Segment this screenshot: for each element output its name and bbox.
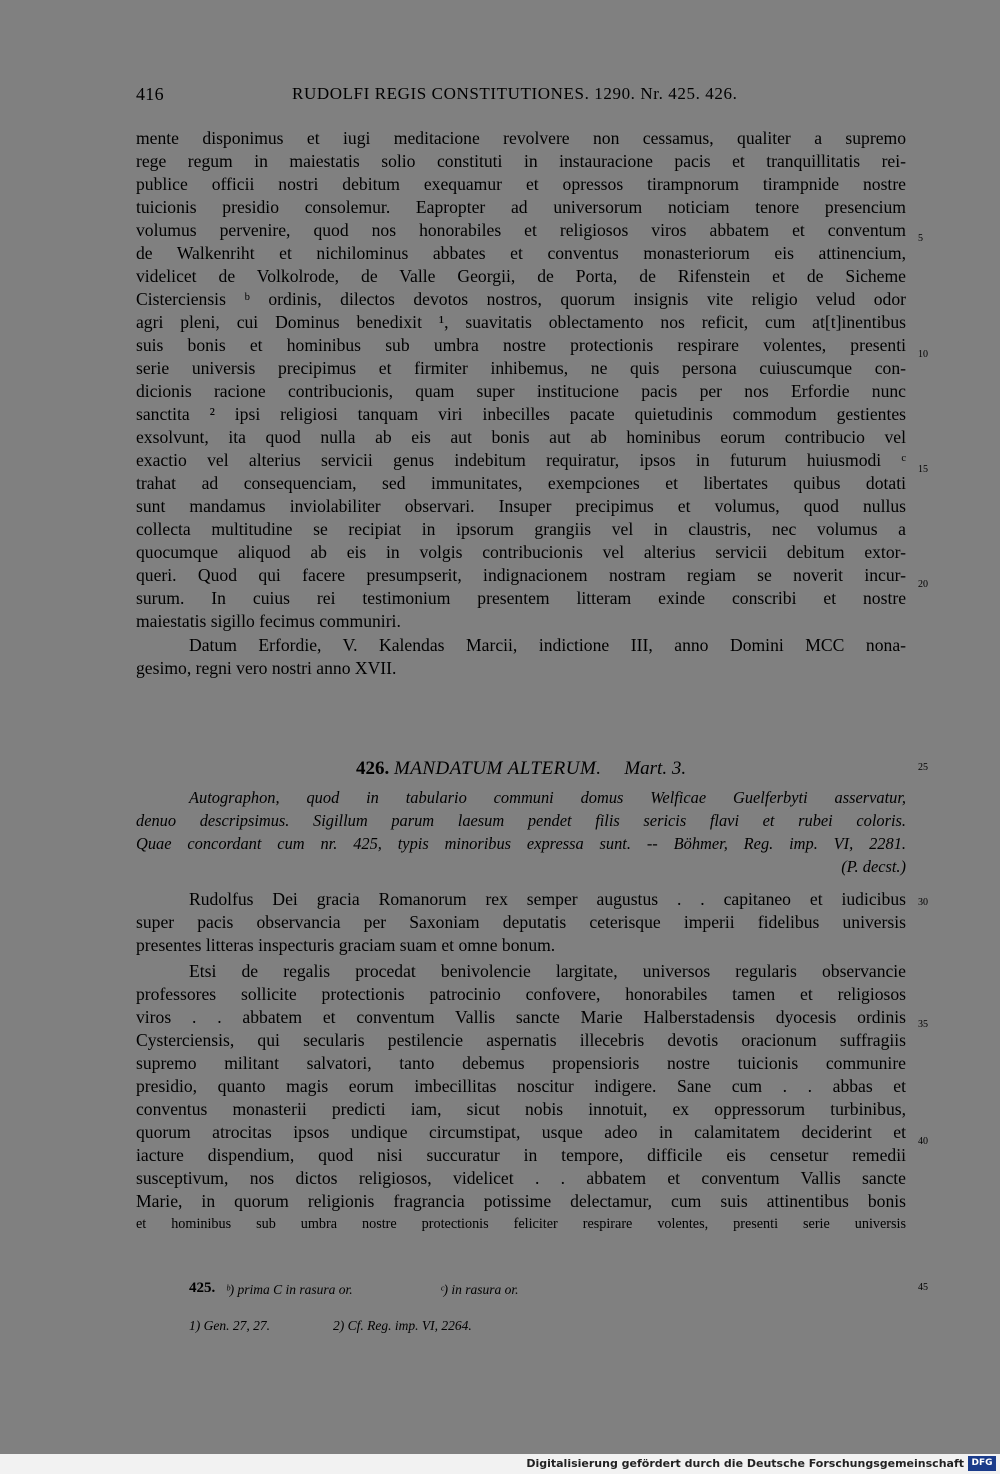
source-line: Autographon, quod in tabulario communi domus Welficae Guelferbyti asservatur, [189,788,906,807]
variant-note-b: ᵇ) prima C in rasura or. [226,1282,353,1297]
page-number: 416 [136,84,164,104]
text-line: sanctita ² ipsi religiosi tanquam viri inbecilles pacate quietudinis commodum gestientes [136,404,906,424]
dating-line: Datum Erfordie, V. Kalendas Marcii, indictione III, anno Domini MCC nona- [189,635,906,655]
text-line: trahat ad consequenciam, sed immunitates, exempciones et libertates quibus dotati [136,473,906,493]
line-number: 40 [918,1136,928,1147]
doc426-date: Mart. 3. [624,758,687,779]
doc426-title: MANDATUM ALTERUM. [393,758,602,779]
text-line: presentes litteras inspecturis graciam suam et omne bonum. [136,935,556,955]
text-line: professores sollicite protectionis patrocinio confovere, honorabiles tamen et religiosos [136,984,906,1004]
text-line: dicionis racione contribucionis, quam super institucione pacis per nos Erfordie nunc [136,381,906,401]
text-line: tuicionis presidio consolemur. Eapropter ad universorum noticiam tenore presencium [136,197,906,217]
text-line: rege regum in maiestatis solio constituti in instauracione pacis et tranquillitatis rei- [136,151,906,171]
line-number: 5 [918,233,923,244]
text-line: agri pleni, cui Dominus benedixit ¹, suavitatis oblectamento nos reficit, cum at[t]inentibus [136,312,906,332]
variant-note-c: ᶜ) in rasura or. [440,1282,519,1297]
footer-bar [0,1454,1000,1474]
text-line: viros . . abbatem et conventum Vallis sancte Marie Halberstadensis dyocesis ordinis [136,1007,906,1027]
text-line: Etsi de regalis procedat benivolencie largitate, universos regularis observancie [189,961,906,981]
text-line: presidio, quanto magis eorum imbecillitas noscitur indigere. Sane cum . . abbas et [136,1076,906,1096]
text-line: surum. In cuius rei testimonium presentem litteram exinde conscribi et nostre [136,588,906,608]
footnote-2: 2) Cf. Reg. imp. VI, 2264. [333,1318,472,1333]
text-line: serie universis precipimus et firmiter inhibemus, ne quis persona cuiuscumque con- [136,358,906,378]
text-line: Marie, in quorum religionis fragrancia potissime delectamur, cum suis attinentibus bonis [136,1191,906,1211]
text-line: Cysterciensis, qui secularis pestilencie aspernatis illecebris devotis oracionum suffragiis [136,1030,906,1050]
line-number: 45 [918,1282,928,1293]
line-number: 30 [918,897,928,908]
text-line: queri. Quod qui facere presumpserit, indignacionem nostram regiam se noverit incur- [136,565,906,585]
text-line: exsolvunt, ita quod nulla ab eis aut bonis aut ab hominibus eorum contribucio vel [136,427,906,447]
text-line: conventus monasterii predicti iam, sicut nobis innotuit, ex oppressorum turbinibus, [136,1099,906,1119]
text-line: iacture dispendium, quod nisi succuratur in tempore, difficile eis censetur remedii [136,1145,906,1165]
text-line: quocumque aliquod ab eis in volgis contribucionis vel alterius servicii debitum extor- [136,542,906,562]
running-title: RUDOLFI REGIS CONSTITUTIONES. 1290. Nr. 425. 426. [292,84,738,103]
text-line: Rudolfus Dei gracia Romanorum rex semper augustus . . capitaneo et iudicibus [189,889,906,909]
text-line: sunt mandamus inviolabiliter observari. Insuper precipimus et volumus, quod nullus [136,496,906,516]
text-line: exactio vel alterius servicii genus indebitum requiratur, ipsos in futurum huiusmodi ᶜ [136,450,906,470]
text-line: maiestatis sigillo fecimus communiri. [136,611,401,631]
text-line: de Walkenriht et nichilominus abbates et conventus monasteriorum eis attinencium, [136,243,906,263]
text-line: suis bonis et hominibus sub umbra nostre protectionis respirare volentes, presenti [136,335,906,355]
line-number: 25 [918,762,928,773]
source-line: denuo descripsimus. Sigillum parum laesum pendet filis sericis flavi et rubei coloris. [136,811,906,830]
footnote-1: 1) Gen. 27, 27. [189,1318,270,1333]
source-line: (P. decst.) [841,857,906,876]
source-line: Quae concordant cum nr. 425, typis minoribus expressa sunt. -- Böhmer, Reg. imp. VI, 2281. [136,834,906,853]
dating-line: gesimo, regni vero nostri anno XVII. [136,658,397,678]
text-line: collecta multitudine se recipiat in ipsorum grangiis vel in claustris, nec volumus a [136,519,906,539]
text-line: et hominibus sub umbra nostre protectionis feliciter respirare volentes, presenti serie universis [136,1216,906,1232]
variant-notes-number: 425. [189,1280,216,1296]
text-line: volumus pervenire, quod nos honorabiles et religiosos viros abbatem et conventum [136,220,906,240]
funding-notice: Digitalisierung gefördert durch die Deutsche Forschungsgemeinschaft [526,1457,964,1470]
line-number: 35 [918,1019,928,1030]
text-line: videlicet de Volkolrode, de Valle Georgii, de Porta, de Rifenstein et de Sicheme [136,266,906,286]
text-line: Cisterciensis ᵇ ordinis, dilectos devotos nostros, quorum insignis vite religio velud odor [136,289,906,309]
line-number: 10 [918,349,928,360]
doc426-number: 426. [355,758,390,779]
text-line: supremo militant salvatori, tanto debemus propensioris nostre tuicionis communire [136,1053,906,1073]
text-line: super pacis observancia per Saxoniam deputatis ceterisque imperii fidelibus universis [136,912,906,932]
dfg-logo: DFG [968,1456,996,1471]
line-number: 15 [918,464,928,475]
doc426-heading [136,758,906,780]
line-number: 20 [918,579,928,590]
text-line: mente disponimus et iugi meditacione revolvere non cessamus, qualiter a supremo [136,128,906,148]
text-line: susceptivum, nos dictos religiosos, videlicet . . abbatem et conventum Vallis sancte [136,1168,906,1188]
text-line: quorum atrocitas ipsos undique circumstipat, usque adeo in calamitatem deciderint et [136,1122,906,1142]
text-line: publice officii nostri debitum exequamur et opressos tirampnorum tirampnide nostre [136,174,906,194]
